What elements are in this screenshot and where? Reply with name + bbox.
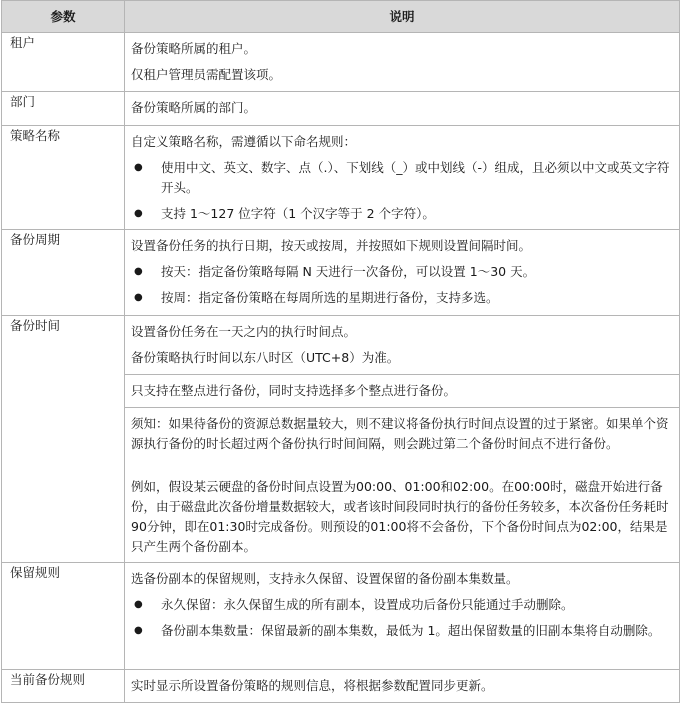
list-item: ● 备份副本集数量：保留最新的副本集数，最低为 1。超出保留数量的旧副本集将自动删除。 [131,621,671,641]
rule-list [131,595,671,641]
list-item: ● 按天：指定备份策略每隔 N 天进行一次备份，可以设置 1～30 天。 [131,262,671,282]
param-desc [125,375,680,408]
param-desc [125,562,680,669]
param-desc [125,669,680,702]
table-row [2,92,680,126]
param-desc [125,92,680,126]
table-header-row [2,1,680,33]
bullet-icon: ● [134,598,143,610]
header-desc: 说明 [125,1,680,33]
param-name: 策略名称 [2,126,125,230]
bullet-icon: ● [134,266,143,277]
param-desc [125,33,680,92]
notice-block [125,408,680,471]
desc-line: 仅租户管理员需配置该项。 [131,67,282,82]
table-row [2,669,680,702]
table-row [2,126,680,230]
param-name: 备份周期 [2,230,125,316]
desc-line: 备份策略所属的部门。 [131,100,257,115]
notice-text: 须知：如果待备份的资源总数据量较大，则不建议将备份执行时间点设置的过于紧密。如果单个资源执行备份的时长超过两个备份执行时间间隔，则会跳过第二个备份时间点不进行备份。 [131,416,669,451]
param-name: 备份时间 [2,316,125,563]
param-desc [125,230,680,316]
bullet-icon: ● [134,162,143,173]
param-name: 保留规则 [2,562,125,669]
param-desc [125,126,680,230]
bullet-icon: ● [134,624,143,636]
desc-intro: 自定义策略名称，需遵循以下命名规则： [131,134,357,149]
param-name: 部门 [2,92,125,126]
header-param: 参数 [2,1,125,33]
list-item: ● 按周：指定备份策略在每周所选的星期进行备份，支持多选。 [131,288,671,308]
rule-list [131,262,671,308]
desc-intro: 设置备份任务的执行日期，按天或按周，并按照如下规则设置间隔时间。 [131,238,532,253]
desc-line: 只支持在整点进行备份，同时支持选择多个整点进行备份。 [131,383,457,398]
example-text: 例如，假设某云硬盘的备份时间点设置为00:00、01:00和02:00。在00:00时，磁盘开始进行备份，由于磁盘此次备份增量数据较大，或者该时间段同时执行的备份任务较多，本次备份任务耗时90分钟，即在01:30时完成备份。则预设的01:00将不会备份，下个备份时间点为02:00，结果是只产生两个备份副本。 [131,478,669,554]
param-name: 租户 [2,33,125,92]
rule-list [131,158,671,224]
list-item: ● 支持 1～127 位字符（1 个汉字等于 2 个字符）。 [131,204,671,224]
desc-line: 备份策略所属的租户。 [131,41,257,56]
list-item: ● 永久保留：永久保留生成的所有副本，设置成功后备份只能通过手动删除。 [131,595,671,615]
bullet-icon: ● [134,292,143,303]
table-row [2,230,680,316]
list-item: ● 使用中文、英文、数字、点（.）、下划线（_）或中划线（-）组成，且必须以中文或英文字符开头。 [134,160,670,195]
parameter-table [1,0,680,703]
desc-intro: 选备份副本的保留规则，支持永久保留、设置保留的备份副本集数量。 [131,570,519,586]
bullet-icon: ● [134,208,143,219]
param-desc [125,316,680,375]
desc-line: 实时显示所设置备份策略的规则信息，将根据参数配置同步更新。 [131,677,494,693]
table-row [2,562,680,669]
table-row [2,316,680,375]
example-block [125,471,680,563]
table-row [2,33,680,92]
desc-line: 设置备份任务在一天之内的执行时间点。 [131,324,357,339]
desc-line: 备份策略执行时间以东八时区（UTC+8）为准。 [131,350,400,365]
param-name: 当前备份规则 [2,669,125,702]
